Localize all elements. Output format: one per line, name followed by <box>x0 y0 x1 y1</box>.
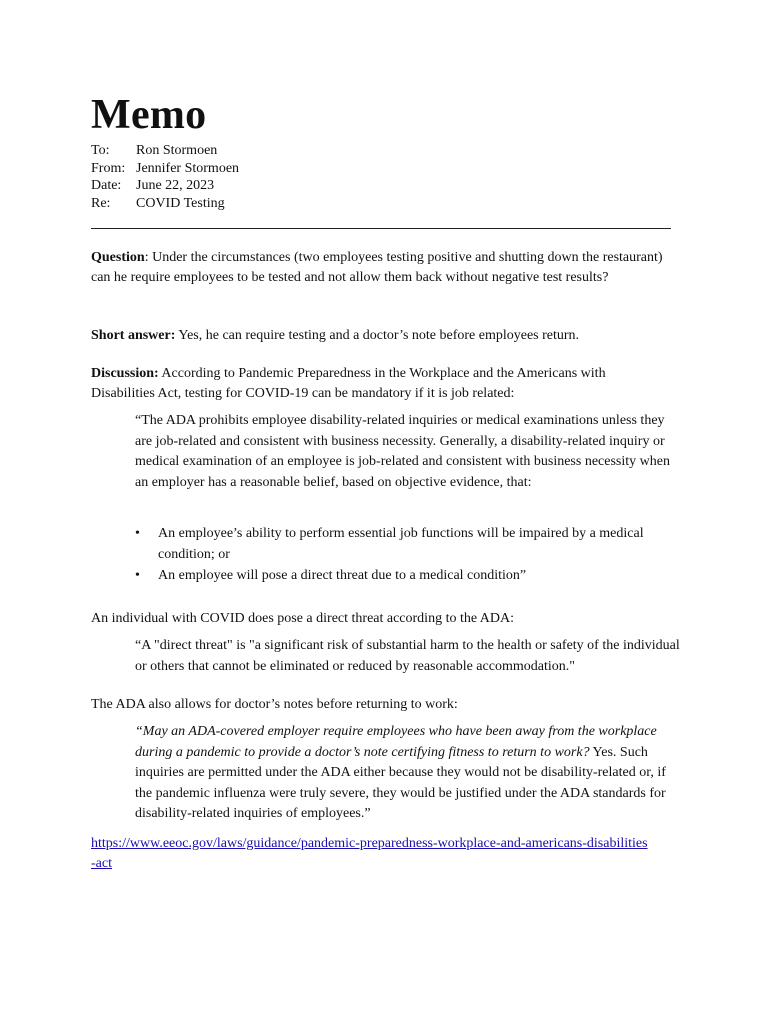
list-item <box>135 565 680 586</box>
from-row <box>91 160 239 178</box>
discussion-paragraph <box>91 364 671 404</box>
source-link-paragraph <box>91 834 651 874</box>
memo-title: Memo <box>91 92 207 138</box>
list-item <box>135 523 680 565</box>
short-answer-label: Short answer: <box>91 328 176 343</box>
source-link[interactable]: https://www.eeoc.gov/laws/guidance/pandemic-preparedness-workplace-and-americans-disabilities-act <box>91 836 648 871</box>
question-paragraph <box>91 248 671 288</box>
from-label: From: <box>91 160 126 176</box>
quote-bullet-list <box>135 523 680 586</box>
re-label: Re: <box>91 195 111 211</box>
date-label: Date: <box>91 178 122 193</box>
re-value: COVID Testing <box>136 195 225 211</box>
doctor-note-intro: The ADA also allows for doctor’s notes before returning to work: <box>91 697 458 712</box>
date-value: June 22, 2023 <box>136 178 215 193</box>
bullet-icon: • <box>135 568 140 583</box>
ada-quote-3 <box>135 722 680 825</box>
ada-quote-1: “The ADA prohibits employee disability-related inquiries or medical examinations unless they are job-related and consistent with business necessity. Generally, a disability-related inquiry or medical examination of an employee is job-related and consistent with business necessity when an employer has a reasonable belief, based on objective evidence, that: <box>135 413 670 490</box>
header-divider <box>91 228 671 229</box>
quote-3-regular: Yes. Such inquiries are permitted under the ADA either because they would not be disability-related or, if the pandemic influenza were truly severe, they would be justified under the ADA standards for disability-related inquiries of employees.” <box>135 744 666 821</box>
direct-threat-intro: An individual with COVID does pose a direct threat according to the ADA: <box>91 611 515 626</box>
bullet-text: An employee’s ability to perform essential job functions will be impaired by a medical condition; or <box>158 526 644 562</box>
date-row <box>91 177 239 195</box>
from-value: Jennifer Stormoen <box>136 160 240 176</box>
quote-3-italic: “May an ADA-covered employer require employees who have been away from the workplace during a pandemic to provide a doctor’s note certifying fitness to return to work? <box>135 724 657 760</box>
ada-quote-2: “A "direct threat" is "a significant risk of substantial harm to the health or safety of the individual or others that cannot be eliminated or reduced by reasonable accommodation." <box>135 638 680 674</box>
short-answer-text: Yes, he can require testing and a doctor’s note before employees return. <box>175 328 580 343</box>
to-label: To: <box>91 143 110 158</box>
bullet-text: An employee will pose a direct threat due to a medical condition” <box>158 568 527 583</box>
memo-header <box>91 142 239 212</box>
bullet-icon: • <box>135 526 140 541</box>
to-row <box>91 142 239 160</box>
discussion-label: Discussion: <box>91 366 159 381</box>
short-answer-paragraph <box>91 326 671 346</box>
question-text: : Under the circumstances (two employees testing positive and shutting down the restaurant) can he require employees to be tested and not allow them back without negative test results? <box>91 250 663 285</box>
question-label: Question <box>91 250 145 265</box>
to-value: Ron Stormoen <box>136 143 218 158</box>
discussion-text: According to Pandemic Preparedness in the Workplace and the Americans with Disabilities Act, testing for COVID-19 can be mandatory if it is job related: <box>91 366 606 401</box>
re-row <box>91 195 239 213</box>
